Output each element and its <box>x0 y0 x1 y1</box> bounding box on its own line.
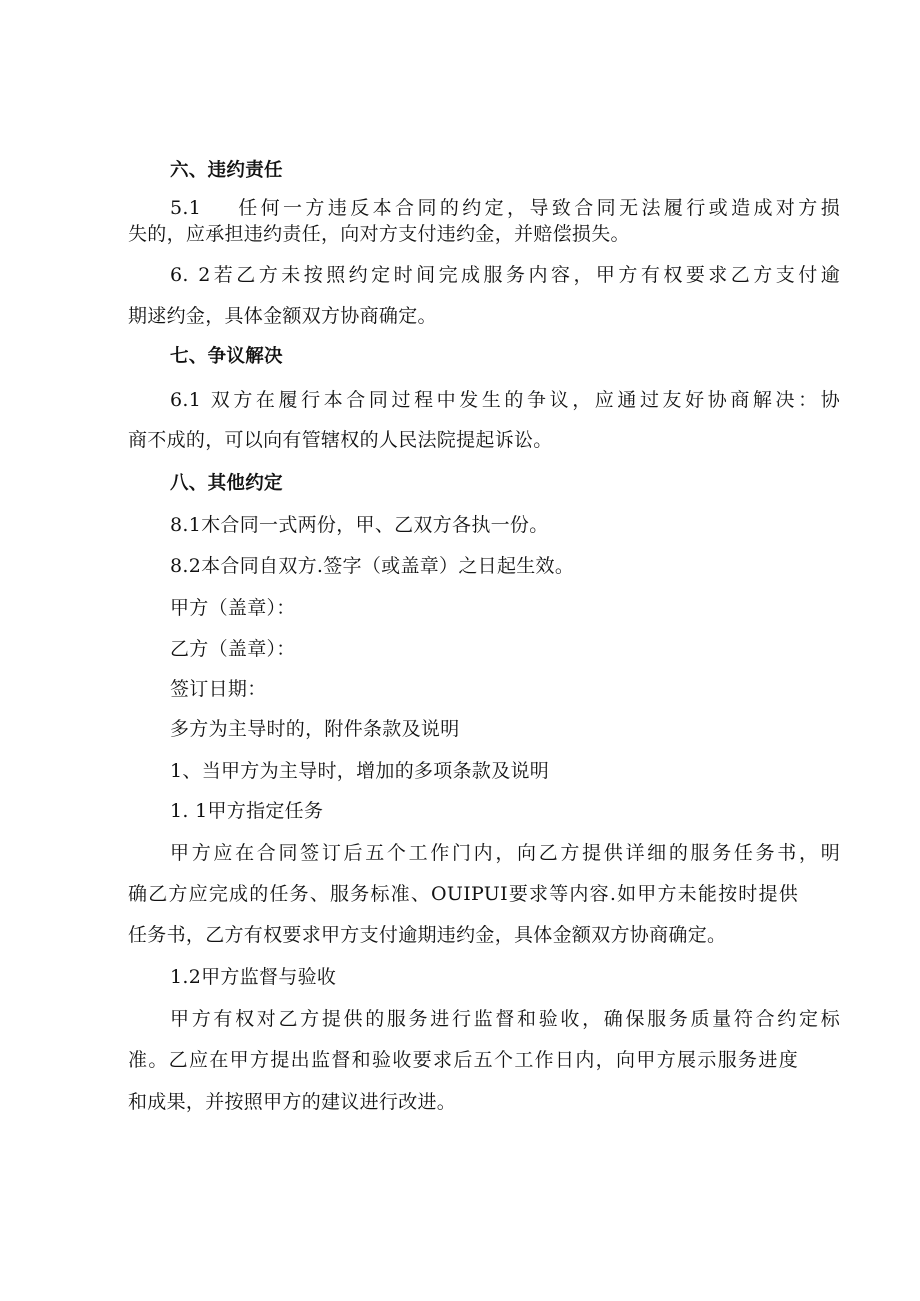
sign-date: 签订日期： <box>170 678 267 700</box>
appendix-1-2-line1: 甲方有权对乙方提供的服务进行监督和验收，确保服务质量符合约定标 <box>170 1008 840 1030</box>
section-heading-other: 八、其他约定 <box>170 473 283 494</box>
clause-8-2: 8.2本合同自双方.签字（或盖章）之日起生效。 <box>170 555 575 577</box>
appendix-1-1-line1: 甲方应在合同签订后五个工作门内，向乙方提供详细的服务任务书，明 <box>170 842 840 864</box>
appendix-1-2-line3: 和成果，并按照甲方的建议进行改进。 <box>128 1091 457 1113</box>
clause-number: 5.1 <box>170 197 202 219</box>
appendix-item-1-2-title: 1.2甲方监督与验收 <box>170 966 337 988</box>
appendix-1-2-line2: 准。乙应在甲方提出监督和验收要求后五个工作日内，向甲方展示服务进度 <box>128 1049 798 1071</box>
party-a-seal: 甲方（盖章）： <box>170 597 296 619</box>
appendix-item-1: 1、当甲方为主导时，增加的多项条款及说明 <box>170 760 550 782</box>
appendix-1-1-line3: 任务书，乙方有权要求甲方支付逾期违约金，具体金额双方协商确定。 <box>128 924 727 946</box>
section-heading-dispute: 七、争议解决 <box>170 346 283 367</box>
appendix-item-1-1-title: 1. 1甲方指定任务 <box>170 800 324 822</box>
clause-6-2-line2: 期逑约金，具体金额双方协商确定。 <box>128 305 437 327</box>
clause-text: 任何一方违反本合同的约定，导致合同无法履行或造成对方损 <box>235 197 840 219</box>
clause-5-1-line1 <box>170 196 840 220</box>
clause-6-1-line1: 6.1 双方在履行本合同过程中发生的争议，应通过友好协商解决：协 <box>170 389 840 411</box>
clause-5-1-line2: 失的，应承担违约责任，向对方支付违约金，并赔偿损失。 <box>128 223 630 245</box>
section-heading-breach: 六、违约责任 <box>170 160 283 181</box>
appendix-1-1-line2: 确乙方应完成的任务、服务标准、OUIPUI要求等内容.如甲方未能按时提供 <box>128 883 798 905</box>
party-b-seal: 乙方（盖章）： <box>170 638 296 660</box>
clause-8-1: 8.1木合同一式两份，甲、乙双方各执一份。 <box>170 514 549 536</box>
clause-6-2-line1: 6. 2若乙方未按照约定时间完成服务内容，甲方有权要求乙方支付逾 <box>170 264 840 286</box>
clause-6-1-line2: 商不成的，可以向有管辖权的人民法院提起诉讼。 <box>128 429 553 451</box>
appendix-title: 多方为主导时的，附件条款及说明 <box>170 718 460 740</box>
